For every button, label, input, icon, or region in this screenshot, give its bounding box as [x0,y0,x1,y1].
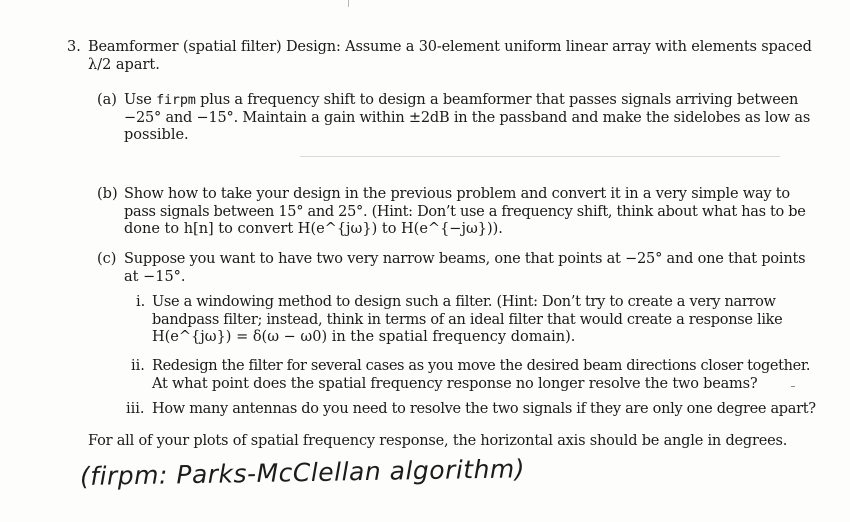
part-c-label: (c) [97,251,117,267]
subpart-ii-line-2: At what point does the spatial frequency response no longer resolve the two beams? [152,375,758,392]
handwritten-annotation: (firpm: Parks-McClellan algorithm) [79,454,526,491]
part-b-line-1: Show how to take your design in the previous problem and convert it in a very simple way to [124,186,790,202]
subpart-i-label: i. [136,294,146,310]
subpart-i-line-2: bandpass filter; instead, think in terms of an ideal filter that would create a response like [152,311,783,328]
firpm-code: firpm [156,92,196,108]
subpart-iii-text [152,401,816,419]
part-b-text [124,186,804,239]
stray-pen-mark [791,386,795,387]
part-b-line-2: pass signals between 15° and 25°. (Hint: Don’t use a frequency shift, think about what has to be [124,203,806,220]
scan-artifact-tick [348,0,349,7]
part-c-text [124,251,804,286]
part-b-label: (b) [97,186,118,202]
part-a-label: (a) [97,92,117,108]
part-a-line-1 [124,92,804,110]
problem-number: 3. [67,39,81,55]
subpart-ii-text [152,358,811,393]
part-a-text [124,92,811,145]
subpart-iii-label: iii. [126,401,145,417]
part-a-line-3: possible. [124,127,189,143]
problem-line-1: Beamformer (spatial filter) Design: Assume a 30-element uniform linear array with elements spaced [88,39,812,55]
part-c-line-1: Suppose you want to have two very narrow beams, one that points at −25° and one that points [124,251,806,267]
problem-line-2: λ/2 apart. [88,56,160,73]
plots-instruction [88,433,788,451]
subpart-ii-line-1: Redesign the filter for several cases as you move the desired beam directions closer together. [152,358,811,374]
part-b-line-3: done to h[n] to convert H(e^{jω}) to H(e^{−jω})). [124,221,503,237]
part-a-line-1-text: Use firpm plus a frequency shift to design a beamformer that passes signals arriving between [124,92,799,108]
subpart-i-text [152,294,804,347]
problem-statement [88,39,812,74]
subpart-i-line-3: H(e^{jω}) = δ(ω − ω0) in the spatial frequency domain). [152,329,576,345]
page-break-line [300,156,780,157]
part-a-line-2: −25° and −15°. Maintain a gain within ±2dB in the passband and make the sidelobes as low as [124,109,811,126]
subpart-i-line-1: Use a windowing method to design such a filter. (Hint: Don’t try to create a very narrow [152,294,776,310]
subpart-ii-label: ii. [131,358,145,374]
plots-instruction-text: For all of your plots of spatial frequency response, the horizontal axis should be angle in degrees. [88,433,788,449]
subpart-iii-line-1: How many antennas do you need to resolve the two signals if they are only one degree apart? [152,401,816,417]
part-c-line-2: at −15°. [124,268,186,285]
